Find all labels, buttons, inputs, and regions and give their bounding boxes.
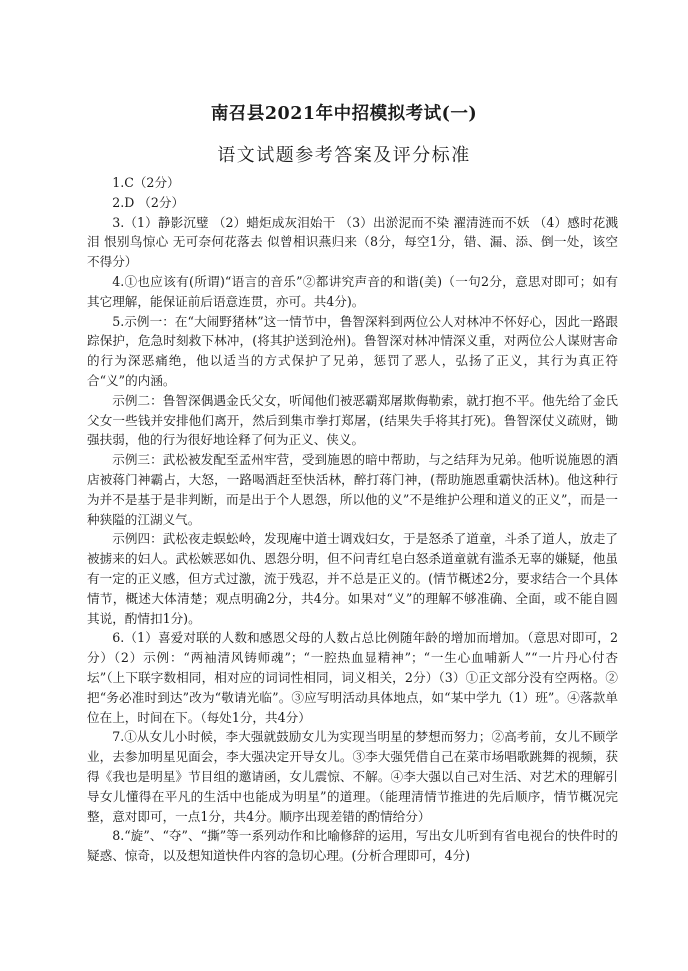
answer-paragraph: 示例三：武松被发配至孟州牢营，受到施恩的暗中帮助，与之结拜为兄弟。他听说施恩的酒店被蒋门神霸占，大怒，一路喝酒赶至快活林，醉打蒋门神，(帮助施恩重霸快活林)。他这种行为并不是基于是非判断，而是出于个人恩怨，所以他的义”不是维护公理和道义的正义”，而是一种狭隘的江湖义气。 bbox=[87, 452, 618, 527]
answer-paragraph: 2.D （2分） bbox=[112, 194, 185, 210]
answer-paragraph: 5.示例一：在“大闹野猪林”这一情节中，鲁智深料到两位公人对林冲不怀好心，因此一路跟踪保护，危急时刻救下林冲，(将其护送到沧州)。鲁智深对林冲情深义重，对两位公人谋财害命的行为深恶痛绝，他以适当的方式保护了兄弟，惩罚了恶人，弘扬了正义，其行为真正符合“义”的内涵。 bbox=[87, 313, 618, 388]
answer-paragraph: 示例四：武松夜走蜈蚣岭，发现庵中道士调戏妇女，于是怒杀了道童，斗杀了道人，放走了被掳来的妇人。武松嫉恶如仇、恩怨分明，但不问青红皂白怒杀道童就有滥杀无辜的嫌疑，他虽有一定的正义感，但方式过激，流于残忍，并不总是正义的。(情节概述2分，要求结合一个具体情节，概述大体清楚；观点明确2分，共4分。如果对“义”的理解不够准确、全面，或不能自圆其说，酌情扣1分)。 bbox=[87, 531, 618, 626]
answer-paragraph: 8.“旋”、“夺”、“撕”等一系列动作和比喻修辞的运用，写出女儿听到有省电视台的快件时的疑惑、惊奇，以及想知道快件内容的急切心理。(分析合理即可，4分) bbox=[87, 828, 618, 864]
answer-paragraph: 3.（1）静影沉璧 （2）蜡炬成灰泪始干 （3）出淤泥而不染 濯清涟而不妖 （4）感时花溅泪 恨别鸟惊心 无可奈何花落去 似曾相识燕归来（8分，每空1分，错、漏、添、倒一处，该空不得分） bbox=[87, 214, 618, 270]
document-title: 南召县2021年中招模拟考试(一) bbox=[210, 104, 478, 124]
answer-paragraph: 示例二：鲁智深偶遇金氏父女，听闻他们被恶霸郑屠欺侮勒索，就打抱不平。他先给了金氏父女一些钱并安排他们离开，然后到集市拳打郑屠，(结果失手将其打死)。鲁智深仗义疏财，锄强扶弱，他的行为很好地诠释了何为正义、侠义。 bbox=[87, 392, 618, 448]
answer-paragraph: 4.①也应该有(所谓)“语言的音乐”②都讲究声音的和谐(美)（一句2分，意思对即可；如有其它理解，能保证前后语意连贯，亦可。共4分)。 bbox=[87, 273, 618, 309]
answer-paragraph: 6.（1）喜爱对联的人数和感恩父母的人数占总比例随年龄的增加而增加。（意思对即可，2分）（2）示例：“两袖清风铸师魂”；“一腔热血显精神”；“一生心血哺新人”“一片丹心付杏坛”（上下联字数相同，相对应的词词性相同，词义相关，2分）（3）①正文部分没有空两格。②把“务必准时到达”改为“敬请光临”。③应写明活动具体地点，如“某中学九（1）班”。④落款单位在上，时间在下。（每处1分，共4分） bbox=[87, 630, 618, 725]
answer-paragraph: 1.C（2分） bbox=[112, 175, 180, 190]
answer-paragraph: 7.①从女儿小时候，李大强就鼓励女儿为实现当明星的梦想而努力；②高考前，女儿不顾学业，去参加明星见面会，李大强决定开导女儿。③李大强凭借自己在菜市场唱歌跳舞的视频，获得《我也是明星》节目组的邀请函，女儿震惊、不解。④李大强以自己对生活、对艺术的理解引导女儿懂得在平凡的生活中也能成为明星”的道理。（能理清情节推进的先后顺序，情节概况完整，意对即可，一点1分，共4分。顺序出现差错的酌情给分） bbox=[87, 729, 618, 824]
document-subtitle: 语文试题参考答案及评分标准 bbox=[217, 145, 471, 166]
answer-body bbox=[87, 173, 618, 866]
